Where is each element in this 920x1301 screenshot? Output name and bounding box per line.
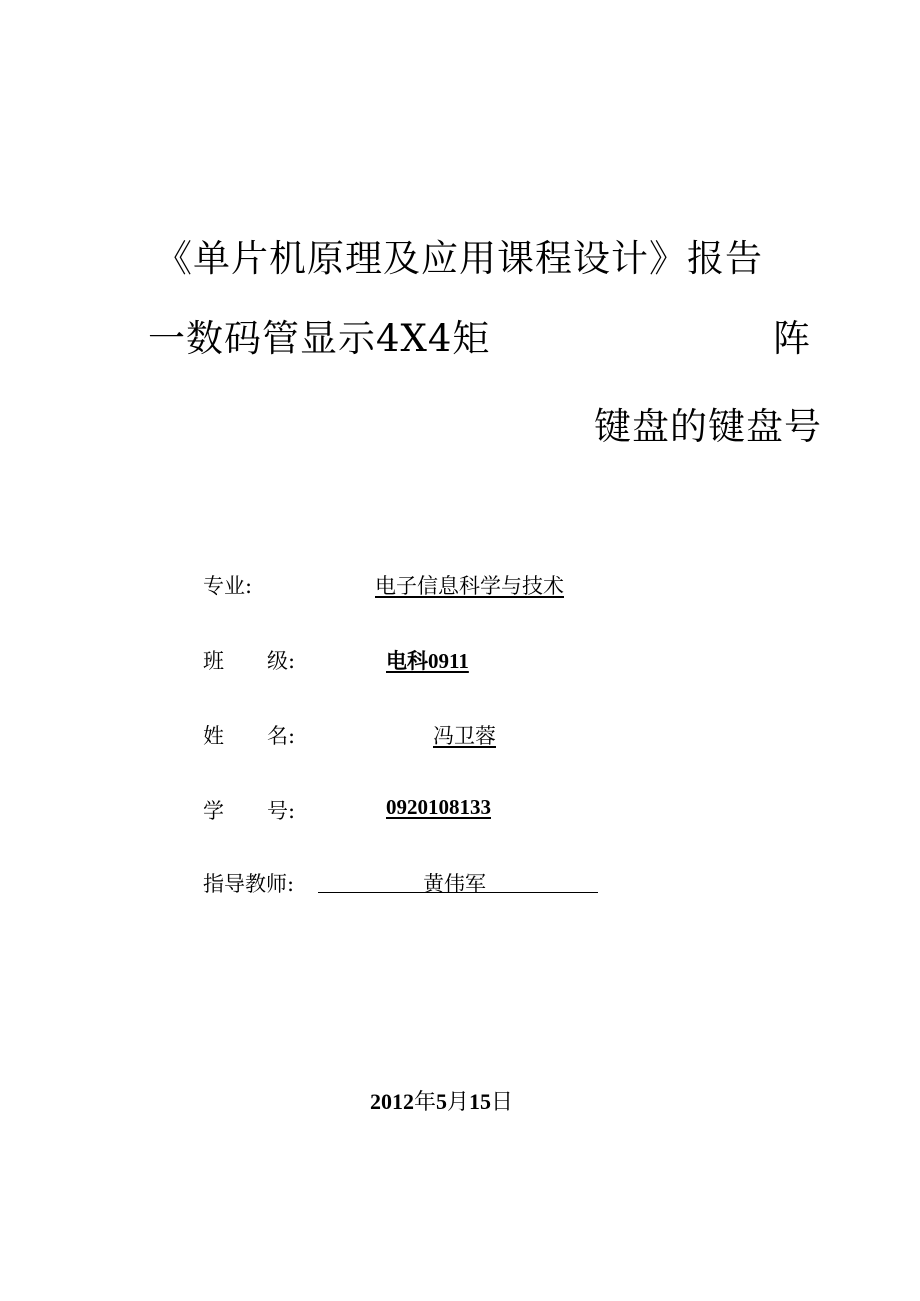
date-month: 5 [436,1089,448,1114]
report-title-line-2-end: 阵 [773,317,810,360]
id-label-1: 学 [203,799,224,823]
date-year-unit: 年 [414,1090,437,1115]
date-year: 2012 [370,1089,414,1114]
name-value: 冯卫蓉 [433,724,496,748]
date-month-unit: 月 [447,1090,470,1115]
report-title-line-1: 《单片机原理及应用课程设计》报告 [155,237,763,280]
class-label-2: 级: [267,649,296,673]
id-value: 0920108133 [386,795,491,819]
name-label-2: 名: [267,724,296,748]
report-title-line-3: 键盘的键盘号 [594,405,822,448]
major-label: 专业: [203,574,253,598]
class-value: 电科0911 [386,649,469,673]
report-date [370,1085,513,1116]
advisor-label: 指导教师: [203,872,295,896]
major-value: 电子信息科学与技术 [375,574,564,598]
class-label-1: 班 [203,649,224,673]
name-label-1: 姓 [203,724,224,748]
id-label-2: 号: [267,799,296,823]
advisor-value: 黄伟军 [423,872,486,896]
date-day-unit: 日 [491,1090,514,1115]
date-day: 15 [469,1089,492,1114]
report-title-line-2: 一数码管显示4X4矩 [148,317,491,360]
